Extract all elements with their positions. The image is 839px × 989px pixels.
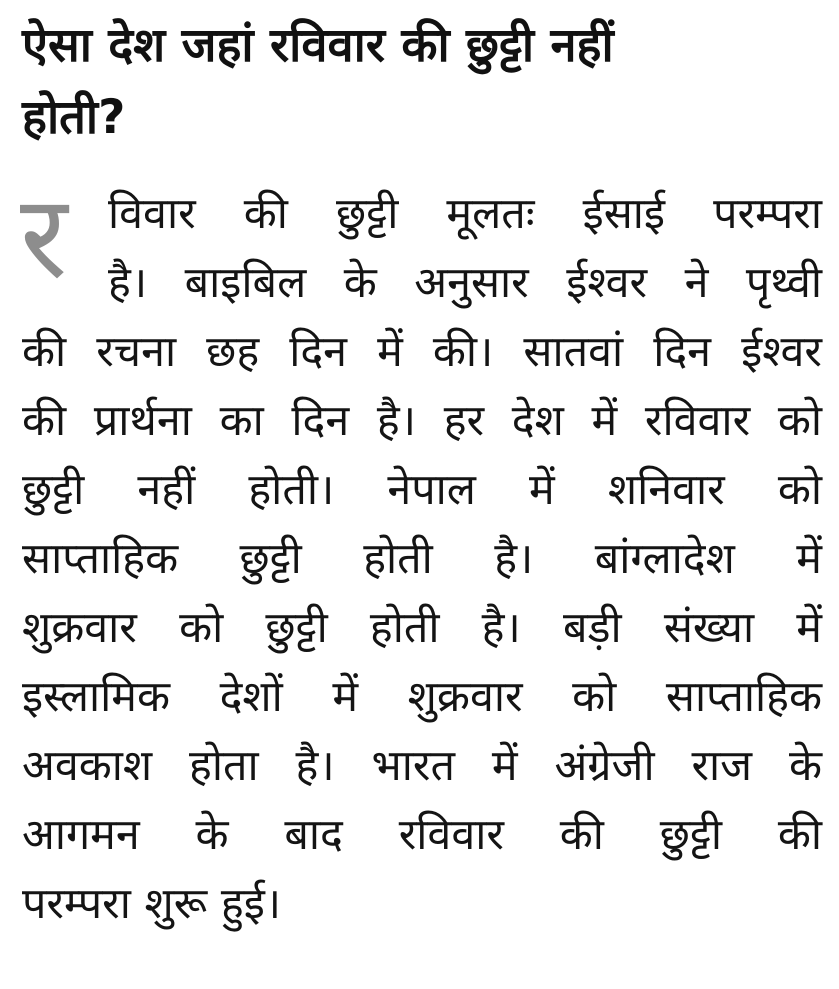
body-line-2-text: है। बाइबिल के अनुसार ईश्वर ने पृथ्वी	[108, 258, 822, 308]
body-line-4-text: की प्रार्थना का दिन है। हर देश में रविवार को	[22, 396, 822, 446]
body-line-6	[22, 525, 822, 594]
body-line-7	[22, 594, 822, 663]
body-line-3-text: की रचना छह दिन में की। सातवां दिन ईश्वर	[22, 327, 822, 377]
body-line-3	[22, 318, 822, 387]
body-line-11	[22, 870, 822, 939]
body-line-11-text: परम्परा शुरू हुई।	[22, 879, 282, 929]
body-line-1	[22, 180, 822, 249]
body-line-9-text: अवकाश होता है। भारत में अंग्रेजी राज के	[22, 741, 822, 791]
body-line-7-text: शुक्रवार को छुट्टी होती है। बड़ी संख्या में	[22, 603, 822, 653]
body-line-8-text: इस्लामिक देशों में शुक्रवार को साप्ताहिक	[22, 672, 822, 722]
article-body	[20, 170, 822, 939]
headline-line-1: ऐसा देश जहां रविवार की छुट्टी नहीं	[22, 18, 614, 73]
drop-cap-letter: र	[20, 170, 68, 305]
body-line-10-text: आगमन के बाद रविवार की छुट्टी की	[22, 810, 822, 860]
body-line-1-text: विवार की छुट्टी मूलतः ईसाई परम्परा	[108, 189, 822, 239]
headline-line-2: होती?	[22, 90, 126, 145]
body-line-6-text: साप्ताहिक छुट्टी होती है। बांग्लादेश में	[22, 534, 822, 584]
article-headline	[22, 10, 822, 154]
body-line-8	[22, 663, 822, 732]
body-line-10	[22, 801, 822, 870]
body-line-2	[22, 249, 822, 318]
body-line-5-text: छुट्टी नहीं होती। नेपाल में शनिवार को	[22, 465, 822, 515]
body-line-9	[22, 732, 822, 801]
body-line-5	[22, 456, 822, 525]
body-line-4	[22, 387, 822, 456]
